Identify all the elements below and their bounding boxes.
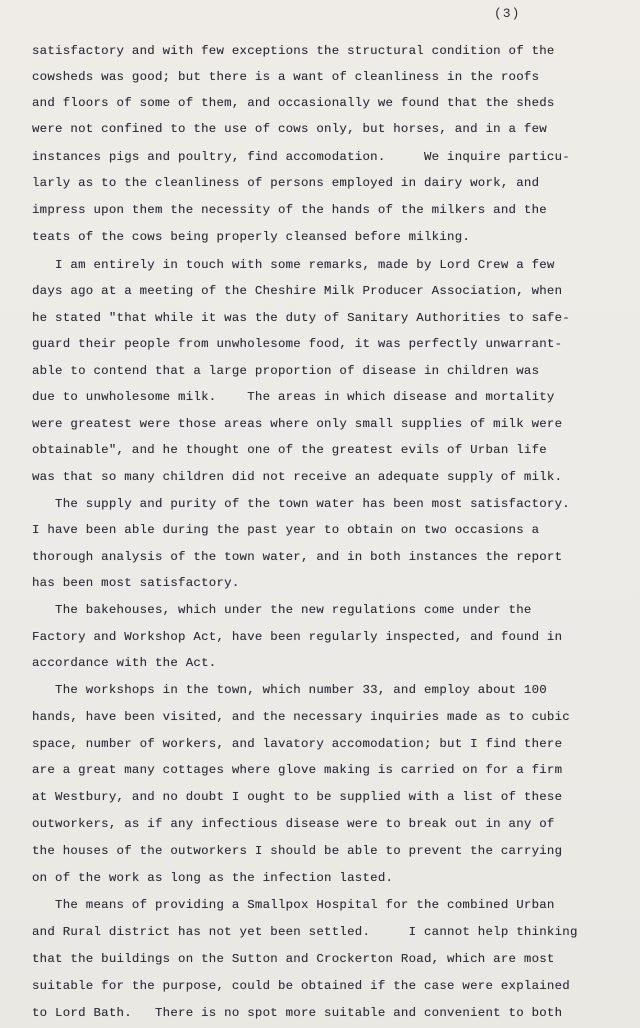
text-line: able to contend that a large proportion of disease in children was [32, 364, 540, 378]
text-line: hands, have been visited, and the necessary inquiries made as to cubic [32, 710, 570, 724]
page-number: (3) [494, 6, 521, 21]
text-line: that the buildings on the Sutton and Crockerton Road, which are most [32, 952, 555, 966]
text-line: at Westbury, and no doubt I ought to be supplied with a list of these [32, 790, 563, 804]
text-line: obtainable", and he thought one of the greatest evils of Urban life [32, 443, 547, 457]
text-line: larly as to the cleanliness of persons employed in dairy work, and [32, 176, 540, 190]
text-line: outworkers, as if any infectious disease were to break out in any of [32, 817, 555, 831]
text-line: days ago at a meeting of the Cheshire Milk Producer Association, when [32, 284, 563, 298]
text-line: has been most satisfactory. [32, 576, 240, 590]
text-line: guard their people from unwholesome food, it was perfectly unwarrant- [32, 337, 563, 351]
text-line: I am entirely in touch with some remarks, made by Lord Crew a few [32, 258, 555, 272]
text-line: space, number of workers, and lavatory accomodation; but I find there [32, 737, 563, 751]
text-line: teats of the cows being properly cleansed before milking. [32, 230, 471, 244]
text-line: The means of providing a Smallpox Hospital for the combined Urban [32, 898, 555, 912]
text-line: were not confined to the use of cows only, but horses, and in a few [32, 122, 547, 136]
text-line: the houses of the outworkers I should be able to prevent the carrying [32, 844, 563, 858]
text-line: suitable for the purpose, could be obtained if the case were explained [32, 979, 570, 993]
text-line: thorough analysis of the town water, and in both instances the report [32, 550, 563, 564]
text-line: The supply and purity of the town water has been most satisfactory. [32, 497, 570, 511]
text-line: was that so many children did not receive an adequate supply of milk. [32, 470, 563, 484]
text-line: satisfactory and with few exceptions the structural condition of the [32, 44, 555, 58]
text-line: were greatest were those areas where only small supplies of milk were [32, 417, 563, 431]
text-line: I have been able during the past year to obtain on two occasions a [32, 523, 540, 537]
text-line: and Rural district has not yet been settled. I cannot help thinking [32, 925, 578, 939]
text-line: due to unwholesome milk. The areas in which disease and mortality [32, 390, 555, 404]
text-line: accordance with the Act. [32, 656, 217, 670]
text-line: Factory and Workshop Act, have been regularly inspected, and found in [32, 630, 563, 644]
text-line: he stated "that while it was the duty of Sanitary Authorities to safe- [32, 311, 570, 325]
text-line: impress upon them the necessity of the hands of the milkers and the [32, 203, 547, 217]
text-line: to Lord Bath. There is no spot more suitable and convenient to both [32, 1006, 563, 1020]
text-line: cowsheds was good; but there is a want of cleanliness in the roofs [32, 70, 540, 84]
text-line: instances pigs and poultry, find accomodation. We inquire particu- [32, 150, 570, 164]
text-line: and floors of some of them, and occasionally we found that the sheds [32, 96, 555, 110]
text-line: The workshops in the town, which number 33, and employ about 100 [32, 683, 547, 697]
text-line: are a great many cottages where glove making is carried on for a firm [32, 763, 563, 777]
text-line: on of the work as long as the infection lasted. [32, 871, 394, 885]
text-line: The bakehouses, which under the new regulations come under the [32, 603, 532, 617]
